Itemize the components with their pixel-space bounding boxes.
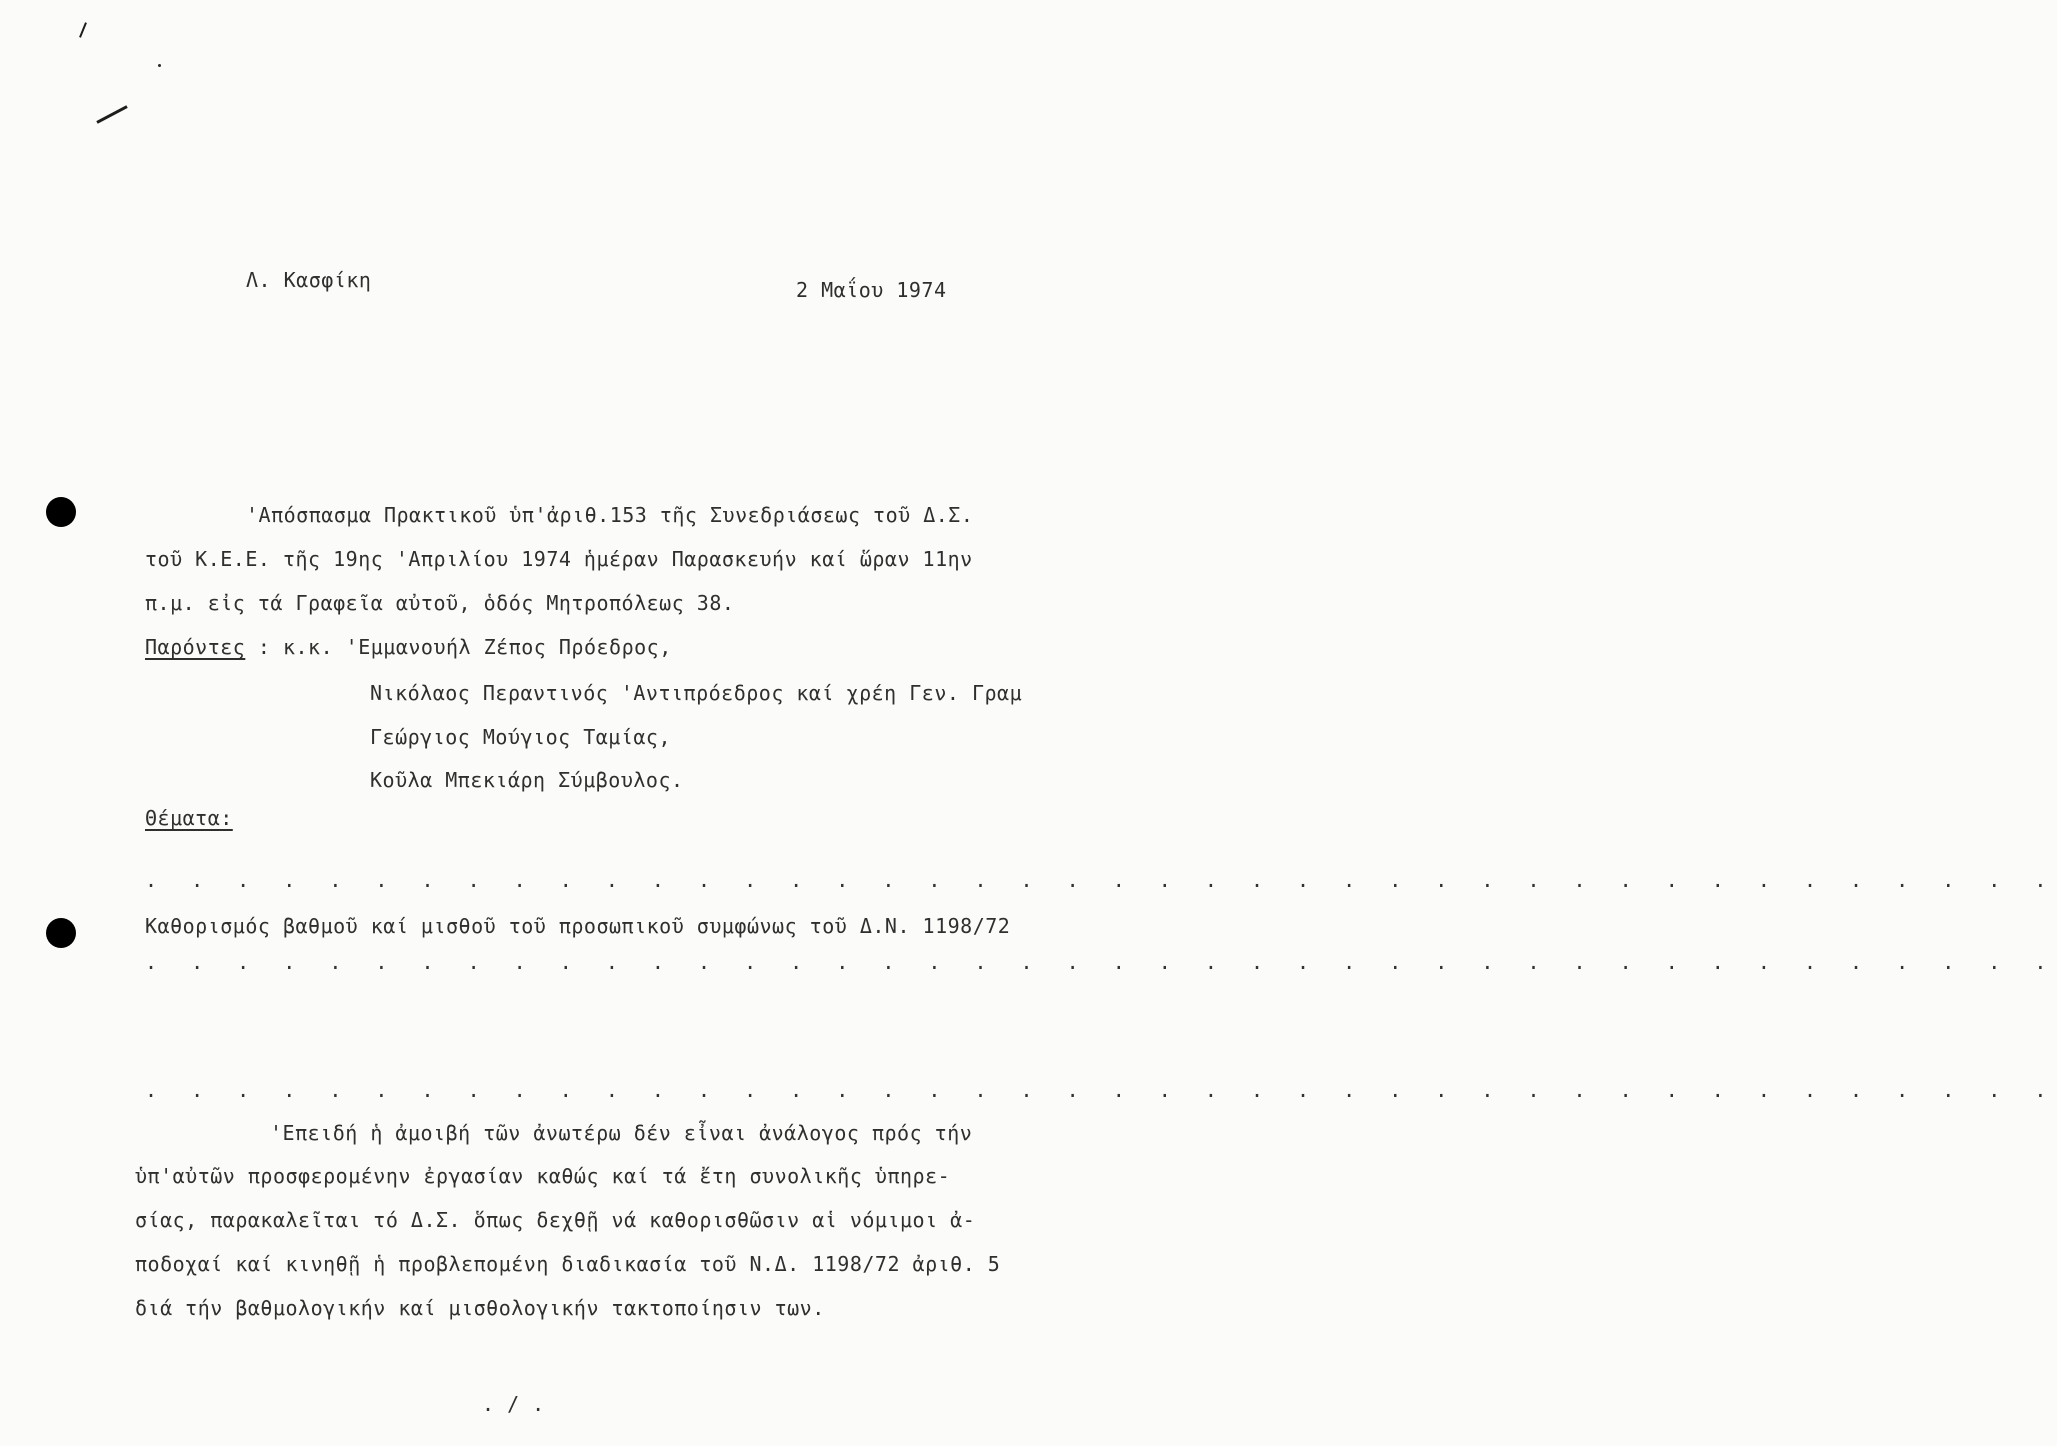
agenda-subject: Καθορισμός βαθμοῦ καί μισθοῦ τοῦ προσωπικοῦ συμφώνως τοῦ Δ.Ν. 1198/72 <box>145 914 1011 938</box>
continuation-mark: . / . <box>482 1392 545 1416</box>
present-first-member: : κ.κ. 'Εμμανουήλ Ζέπος Πρόεδρος, <box>257 635 672 659</box>
minutes-heading-line: τοῦ Κ.Ε.Ε. τῆς 19ης 'Απριλίου 1974 ἡμέραν Παρασκευήν καί ὥραν 11ην <box>145 547 973 571</box>
present-member: Γεώργιος Μούγιος Ταμίας, <box>370 725 671 749</box>
punch-hole <box>46 918 76 948</box>
author-initials: Λ. Κασφίκη <box>246 268 372 292</box>
dotted-separator: . . . . . . . . . . . . . . . . . . . . . . . . . . . . . . . . . . . . . . . . . . <box>145 868 2057 892</box>
punch-hole <box>46 497 76 527</box>
ink-dot-mark <box>158 64 161 67</box>
paragraph-line: σίας, παρακαλεῖται τό Δ.Σ. ὅπως δεχθῇ νά καθορισθῶσιν αἱ νόμιμοι ἀ- <box>135 1208 976 1232</box>
paragraph-line: ὑπ'αὐτῶν προσφερομένην ἐργασίαν καθώς καί τά ἔτη συνολικῆς ὑπηρε- <box>135 1164 951 1188</box>
minutes-heading-line: π.μ. εἰς τά Γραφεῖα αὐτοῦ, ὁδός Μητροπόλεως 38. <box>145 591 735 615</box>
paragraph-line: διά τήν βαθμολογικήν καί μισθολογικήν τακτοποίησιν των. <box>135 1296 825 1320</box>
present-line <box>145 635 672 659</box>
pen-stroke-mark <box>96 105 127 124</box>
present-label: Παρόντες <box>145 635 246 659</box>
minutes-heading-line: 'Απόσπασμα Πρακτικοῦ ὑπ'ἀριθ.153 τῆς Συνεδριάσεως τοῦ Δ.Σ. <box>246 503 974 527</box>
pen-tick-mark <box>79 22 87 38</box>
document-date: 2 Μαΐου 1974 <box>796 278 947 302</box>
present-member: Νικόλαος Περαντινός 'Αντιπρόεδρος καί χρέη Γεν. Γραμ <box>370 681 1023 705</box>
topics-label: Θέματα: <box>145 806 233 830</box>
dotted-separator: . . . . . . . . . . . . . . . . . . . . . . . . . . . . . . . . . . . . . . . . . . <box>145 950 2057 974</box>
paragraph-line: ποδοχαί καί κινηθῇ ἡ προβλεπομένη διαδικασία τοῦ Ν.Δ. 1198/72 ἀριθ. 5 <box>135 1252 1001 1276</box>
present-member: Κοῦλα Μπεκιάρη Σύμβουλος. <box>370 768 684 792</box>
dotted-separator: . . . . . . . . . . . . . . . . . . . . . . . . . . . . . . . . . . . . . . . . . . <box>145 1078 2057 1102</box>
paragraph-line: 'Επειδή ἡ ἀμοιβή τῶν ἀνωτέρω δέν εἶναι ἀνάλογος πρός τήν <box>270 1121 973 1145</box>
